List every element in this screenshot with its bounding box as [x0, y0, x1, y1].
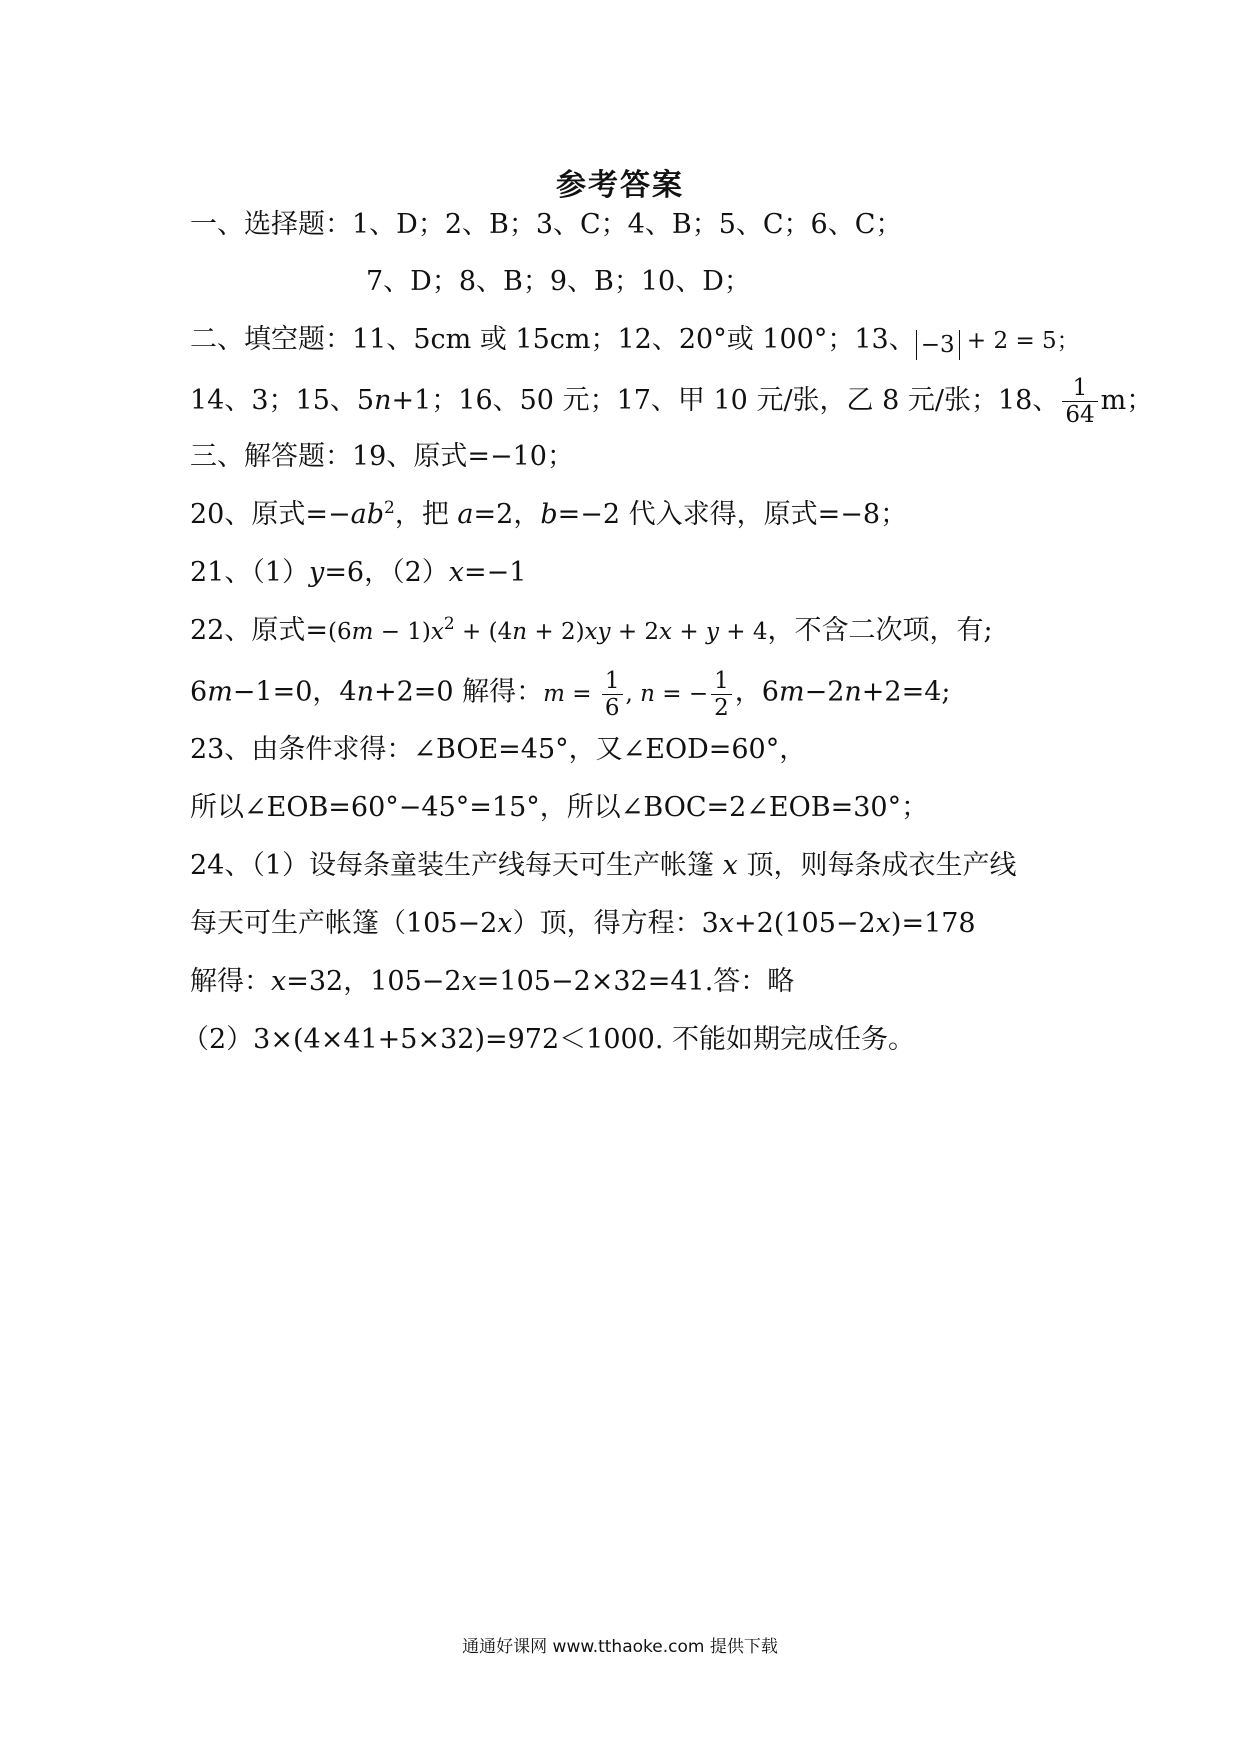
var-m: m [778, 676, 805, 708]
var-b: b [540, 499, 558, 530]
equals: = [564, 680, 599, 707]
q22-text: −1=0，4 [232, 676, 357, 708]
solution-22-line-2 [190, 668, 950, 721]
section-3-heading: 三、解答题： [190, 441, 352, 472]
q22-text: −2 [804, 676, 845, 708]
answer-19: 19、原式=−10； [352, 441, 574, 472]
fill-answers-row-2 [190, 375, 1153, 428]
var-a: a [457, 499, 474, 530]
var-x: x [497, 908, 513, 939]
var-x: x [430, 619, 444, 645]
exponent: 2 [443, 614, 455, 634]
q22-text: +2=0 解得： [373, 676, 544, 708]
fraction-numerator: 1 [711, 668, 732, 695]
q21-text: 21、（1） [190, 557, 310, 588]
var-m: m [207, 676, 233, 708]
answers-14-15: 14、3；15、5 [190, 385, 375, 416]
exponent: 2 [384, 498, 395, 518]
q24-text: =105−2×32=41.答：略 [476, 966, 795, 997]
solution-24-line-2 [190, 904, 976, 944]
answers-11-12: 11、5cm 或 15cm；12、20°或 100°；13、 [352, 324, 916, 355]
q24-text: +2(105−2 [734, 908, 876, 939]
q22-expression [327, 614, 768, 645]
q22-text: 6 [190, 676, 208, 708]
fraction-1-64 [1062, 375, 1097, 428]
expr: + 2) [527, 619, 585, 645]
q24-text: 解得： [190, 966, 271, 997]
fraction-1-6 [602, 668, 623, 721]
q24-text: )=178 [890, 908, 976, 939]
mc-answers-row-2 [366, 262, 751, 302]
section-2-heading: 二、填空题： [190, 324, 352, 355]
section-1-heading: 一、选择题： [190, 209, 352, 240]
q20-text: =−2 代入求得，原式=−8； [557, 499, 908, 530]
q20-text: 20、原式=− [190, 499, 351, 530]
solution-23-line-1: 23、由条件求得：∠BOE=45°，又∠EOD=60°， [190, 734, 807, 765]
answer-13-expression [916, 328, 1080, 358]
q24-text: 每天可生产帐篷（105−2 [190, 908, 498, 939]
fraction-denominator: 2 [714, 695, 729, 721]
var-n: n [374, 385, 392, 416]
var-x: x [875, 908, 891, 939]
var-m: m [543, 680, 565, 707]
expr: + (4 [454, 619, 513, 645]
unit-m: m； [1100, 385, 1154, 416]
q21-text: =6，（2） [324, 557, 449, 588]
var-n: n [844, 676, 862, 708]
q22-text: ，6 [734, 676, 779, 708]
absolute-value: −3 [916, 330, 960, 360]
q21-text: =−1 [464, 557, 527, 588]
fill-answers-row-1 [190, 320, 1080, 361]
var-x: x [461, 966, 477, 997]
q24-text: ）顶，得方程：3 [512, 908, 719, 939]
q20-text: ，把 [394, 499, 458, 530]
q20-text: =2， [473, 499, 541, 530]
answers-15-18: +1；16、50 元；17、甲 10 元/张，乙 8 元/张；18、 [391, 385, 1060, 416]
solution-24-line-1 [190, 846, 1016, 886]
q22-text: 22、原式= [190, 615, 328, 646]
fraction-numerator: 1 [602, 668, 623, 695]
q22-text: ，不含二次项，有; [767, 615, 993, 646]
page-title: 参考答案 [556, 168, 684, 203]
answer-13-tail: + 2 = 5； [966, 328, 1080, 354]
equals: = − [654, 680, 709, 707]
mc-answers-1-6: 1、D；2、B；3、C；4、B；5、C；6、C； [352, 209, 903, 240]
q22-text: +2=4; [861, 676, 951, 708]
fraction-1-2 [711, 668, 732, 721]
var-n: n [356, 676, 374, 708]
fraction-denominator: 64 [1065, 402, 1095, 428]
solution-22-line-1 [190, 611, 993, 652]
var-m: m [351, 619, 374, 645]
var-y: y [309, 557, 325, 588]
solution-24-line-4: （2）3×(4×41+5×32)=972＜1000. 不能如期完成任务。 [182, 1024, 916, 1055]
fraction-denominator: 6 [604, 695, 620, 721]
var-n: n [512, 619, 528, 645]
var-y: y [705, 619, 719, 645]
solution-23-line-2: 所以∠EOB=60°−45°=15°，所以∠BOC=2∠EOB=30°； [190, 792, 929, 823]
q24-text: 顶，则每条成衣生产线 [737, 850, 1017, 881]
var-x: x [271, 966, 287, 997]
var-x: x [448, 557, 465, 588]
solution-21 [190, 553, 526, 593]
fraction-numerator: 1 [1062, 375, 1097, 402]
var-n: n [640, 680, 655, 707]
var-x: x [718, 908, 734, 939]
comma: , [625, 680, 641, 707]
mc-answers-row-1 [190, 205, 902, 245]
expr: (6 [327, 619, 352, 645]
page-footer: 通通好课网 www.tthaoke.com 提供下载 [462, 1637, 778, 1657]
var-x: x [659, 619, 673, 645]
solution-20 [190, 495, 907, 535]
q24-text: 24、（1）设每条童装生产线每天可生产帐篷 [190, 850, 723, 881]
expr: + [672, 619, 706, 645]
expr: + 2 [610, 619, 660, 645]
q22-solution-expression [543, 668, 735, 721]
mc-answers-7-10: 7、D；8、B；9、B；10、D； [366, 266, 751, 297]
var-xy: xy [584, 619, 611, 645]
expr: + 4 [718, 619, 768, 645]
q24-text: =32，105−2 [286, 966, 462, 997]
var-ab: ab [350, 499, 384, 530]
solution-19 [190, 437, 574, 477]
solution-24-line-3 [190, 962, 794, 1002]
expr: − 1) [373, 619, 431, 645]
var-x: x [722, 850, 738, 881]
